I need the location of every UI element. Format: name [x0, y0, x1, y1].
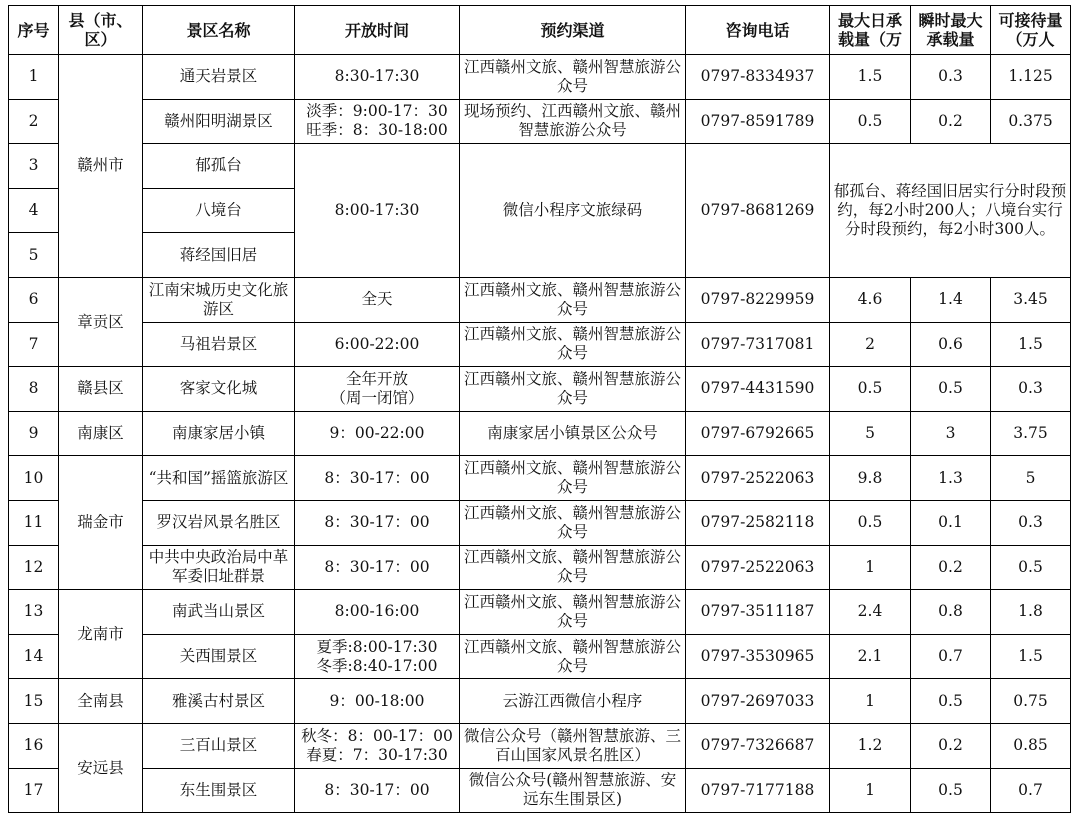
- scenic-name: 南康家居小镇: [143, 411, 295, 456]
- receivable-capacity: 1.5: [991, 322, 1071, 367]
- open-hours: 6:00-22:00: [295, 322, 460, 367]
- open-hours: 8：30-17：00: [295, 545, 460, 590]
- county-cell: 赣县区: [59, 367, 143, 412]
- row-number: 3: [9, 144, 59, 189]
- scenic-name: 客家文化城: [143, 367, 295, 412]
- scenic-name: 江南宋城历史文化旅游区: [143, 277, 295, 322]
- open-hours: 9：00-22:00: [295, 411, 460, 456]
- header-county: 县（市、区）: [59, 6, 143, 55]
- daily-capacity: 1.2: [830, 723, 911, 768]
- daily-capacity: 5: [830, 411, 911, 456]
- open-hours: [295, 634, 460, 679]
- table-row: [9, 277, 1071, 322]
- instant-capacity: 1.4: [911, 277, 991, 322]
- open-hours-line: 淡季：9:00-17：30: [306, 102, 448, 121]
- receivable-capacity: 0.3: [991, 367, 1071, 412]
- booking-channel: 江西赣州文旅、赣州智慧旅游公众号: [460, 55, 686, 100]
- header-daily-max: 最大日承载量（万: [830, 6, 911, 55]
- row-number: 11: [9, 500, 59, 545]
- open-hours: 8：30-17：00: [295, 456, 460, 501]
- daily-capacity: 1.5: [830, 55, 911, 100]
- phone-number: 0797-8229959: [686, 277, 830, 322]
- row-number: 13: [9, 590, 59, 635]
- county-cell: 安远县: [59, 723, 143, 812]
- receivable-capacity: 3.75: [991, 411, 1071, 456]
- open-hours: 8：30-17：00: [295, 768, 460, 813]
- phone-number: 0797-7177188: [686, 768, 830, 813]
- daily-capacity: 0.5: [830, 99, 911, 144]
- row-number: 17: [9, 768, 59, 813]
- phone-number: 0797-6792665: [686, 411, 830, 456]
- schedule-table-container: [8, 5, 1071, 813]
- receivable-capacity: 1.5: [991, 634, 1071, 679]
- header-hours: 开放时间: [295, 6, 460, 55]
- scenic-name: 郁孤台: [143, 144, 295, 189]
- phone-number: 0797-7317081: [686, 322, 830, 367]
- table-row: [9, 679, 1071, 724]
- table-row: [9, 768, 1071, 813]
- receivable-capacity: 0.5: [991, 545, 1071, 590]
- header-row: [9, 6, 1071, 55]
- booking-channel: 南康家居小镇景区公众号: [460, 411, 686, 456]
- row-number: 2: [9, 99, 59, 144]
- scenic-name: 关西围景区: [143, 634, 295, 679]
- booking-channel: 江西赣州文旅、赣州智慧旅游公众号: [460, 322, 686, 367]
- scenic-name: 蒋经国旧居: [143, 233, 295, 278]
- phone-number: 0797-7326687: [686, 723, 830, 768]
- booking-channel: 现场预约、江西赣州文旅、赣州智慧旅游公众号: [460, 99, 686, 144]
- scenic-name: 三百山景区: [143, 723, 295, 768]
- open-hours-line: 春夏：7：30-17:30: [306, 745, 448, 764]
- county-cell: 瑞金市: [59, 456, 143, 590]
- open-hours: 全天: [295, 277, 460, 322]
- row-number: 10: [9, 456, 59, 501]
- booking-channel: 微信公众号（赣州智慧旅游、三百山国家风景名胜区）: [460, 723, 686, 768]
- booking-channel: 江西赣州文旅、赣州智慧旅游公众号: [460, 456, 686, 501]
- row-number: 1: [9, 55, 59, 100]
- row-number: 14: [9, 634, 59, 679]
- phone-number: 0797-3530965: [686, 634, 830, 679]
- daily-capacity: 2: [830, 322, 911, 367]
- booking-channel: 微信公众号(赣州智慧旅游、安远东生围景区): [460, 768, 686, 813]
- table-row: [9, 322, 1071, 367]
- receivable-capacity: 1.8: [991, 590, 1071, 635]
- booking-channel: 江西赣州文旅、赣州智慧旅游公众号: [460, 367, 686, 412]
- open-hours: [295, 99, 460, 144]
- instant-capacity: 0.6: [911, 322, 991, 367]
- phone-number: 0797-8681269: [686, 144, 830, 278]
- daily-capacity: 0.5: [830, 367, 911, 412]
- booking-channel: 江西赣州文旅、赣州智慧旅游公众号: [460, 277, 686, 322]
- instant-capacity: 0.8: [911, 590, 991, 635]
- table-row: [9, 545, 1071, 590]
- receivable-capacity: 0.3: [991, 500, 1071, 545]
- instant-capacity: 0.3: [911, 55, 991, 100]
- table-row: [9, 99, 1071, 144]
- open-hours-line: 秋冬：8：00-17：00: [301, 726, 453, 745]
- instant-capacity: 0.5: [911, 679, 991, 724]
- scenic-name: 赣州阳明湖景区: [143, 99, 295, 144]
- open-hours: 8:30-17:30: [295, 55, 460, 100]
- instant-capacity: 3: [911, 411, 991, 456]
- header-booking: 预约渠道: [460, 6, 686, 55]
- open-hours: 9：00-18:00: [295, 679, 460, 724]
- table-row: [9, 144, 1071, 189]
- booking-channel: 微信小程序文旅绿码: [460, 144, 686, 278]
- open-hours: 8:00-17:30: [295, 144, 460, 278]
- open-hours-line: 冬季:8:40-17:00: [316, 656, 438, 675]
- open-hours: 8：30-17：00: [295, 500, 460, 545]
- phone-number: 0797-2582118: [686, 500, 830, 545]
- receivable-capacity: 0.375: [991, 99, 1071, 144]
- scenic-name: 雅溪古村景区: [143, 679, 295, 724]
- table-row: [9, 367, 1071, 412]
- header-phone: 咨询电话: [686, 6, 830, 55]
- receivable-capacity: 0.7: [991, 768, 1071, 813]
- phone-number: 0797-3511187: [686, 590, 830, 635]
- open-hours-line: 旺季：8：30-18:00: [306, 121, 448, 140]
- row-number: 8: [9, 367, 59, 412]
- phone-number: 0797-2522063: [686, 545, 830, 590]
- row-number: 4: [9, 188, 59, 233]
- phone-number: 0797-2697033: [686, 679, 830, 724]
- phone-number: 0797-2522063: [686, 456, 830, 501]
- daily-capacity: 2.4: [830, 590, 911, 635]
- scenic-name: 八境台: [143, 188, 295, 233]
- open-hours-line: 夏季:8:00-17:30: [316, 637, 438, 656]
- header-instant-max: 瞬时最大承载量: [911, 6, 991, 55]
- instant-capacity: 0.2: [911, 545, 991, 590]
- scenic-name: 通天岩景区: [143, 55, 295, 100]
- scenic-area-schedule-table: [8, 5, 1071, 813]
- instant-capacity: 0.5: [911, 367, 991, 412]
- daily-capacity: 0.5: [830, 500, 911, 545]
- receivable-capacity: 1.125: [991, 55, 1071, 100]
- county-cell: 章贡区: [59, 277, 143, 366]
- receivable-capacity: 0.85: [991, 723, 1071, 768]
- booking-channel: 云游江西微信小程序: [460, 679, 686, 724]
- booking-channel: 江西赣州文旅、赣州智慧旅游公众号: [460, 634, 686, 679]
- row-number: 16: [9, 723, 59, 768]
- header-receivable: 可接待量（万人: [991, 6, 1071, 55]
- receivable-capacity: 5: [991, 456, 1071, 501]
- scenic-name: 南武当山景区: [143, 590, 295, 635]
- header-name: 景区名称: [143, 6, 295, 55]
- table-row: [9, 411, 1071, 456]
- receivable-capacity: 3.45: [991, 277, 1071, 322]
- instant-capacity: 0.7: [911, 634, 991, 679]
- row-number: 15: [9, 679, 59, 724]
- daily-capacity: 4.6: [830, 277, 911, 322]
- phone-number: 0797-4431590: [686, 367, 830, 412]
- row-number: 5: [9, 233, 59, 278]
- phone-number: 0797-8334937: [686, 55, 830, 100]
- instant-capacity: 0.2: [911, 99, 991, 144]
- header-no: 序号: [9, 6, 59, 55]
- county-cell: 南康区: [59, 411, 143, 456]
- county-cell: 赣州市: [59, 55, 143, 278]
- scenic-name: 东生围景区: [143, 768, 295, 813]
- open-hours-line: 全年开放: [345, 369, 408, 388]
- open-hours: 8:00-16:00: [295, 590, 460, 635]
- table-row: [9, 634, 1071, 679]
- open-hours: [295, 367, 460, 412]
- scenic-name: 中共中央政治局中革军委旧址群景: [143, 545, 295, 590]
- receivable-capacity: 0.75: [991, 679, 1071, 724]
- daily-capacity: 2.1: [830, 634, 911, 679]
- county-cell: 龙南市: [59, 590, 143, 679]
- capacity-note: 郁孤台、蒋经国旧居实行分时段预约，每2小时200人；八境台实行分时段预约，每2小时300人。: [830, 144, 1071, 278]
- open-hours: [295, 723, 460, 768]
- daily-capacity: 1: [830, 679, 911, 724]
- scenic-name: 罗汉岩风景名胜区: [143, 500, 295, 545]
- instant-capacity: 1.3: [911, 456, 991, 501]
- row-number: 7: [9, 322, 59, 367]
- table-row: [9, 500, 1071, 545]
- scenic-name: “共和国”摇篮旅游区: [143, 456, 295, 501]
- daily-capacity: 1: [830, 768, 911, 813]
- row-number: 6: [9, 277, 59, 322]
- table-row: [9, 723, 1071, 768]
- open-hours-line: （周一闭馆）: [330, 388, 424, 407]
- instant-capacity: 0.1: [911, 500, 991, 545]
- row-number: 12: [9, 545, 59, 590]
- row-number: 9: [9, 411, 59, 456]
- daily-capacity: 1: [830, 545, 911, 590]
- booking-channel: 江西赣州文旅、赣州智慧旅游公众号: [460, 500, 686, 545]
- table-row: [9, 55, 1071, 100]
- booking-channel: 江西赣州文旅、赣州智慧旅游公众号: [460, 590, 686, 635]
- table-row: [9, 456, 1071, 501]
- instant-capacity: 0.2: [911, 723, 991, 768]
- phone-number: 0797-8591789: [686, 99, 830, 144]
- daily-capacity: 9.8: [830, 456, 911, 501]
- table-row: [9, 590, 1071, 635]
- instant-capacity: 0.5: [911, 768, 991, 813]
- county-cell: 全南县: [59, 679, 143, 724]
- scenic-name: 马祖岩景区: [143, 322, 295, 367]
- booking-channel: 江西赣州文旅、赣州智慧旅游公众号: [460, 545, 686, 590]
